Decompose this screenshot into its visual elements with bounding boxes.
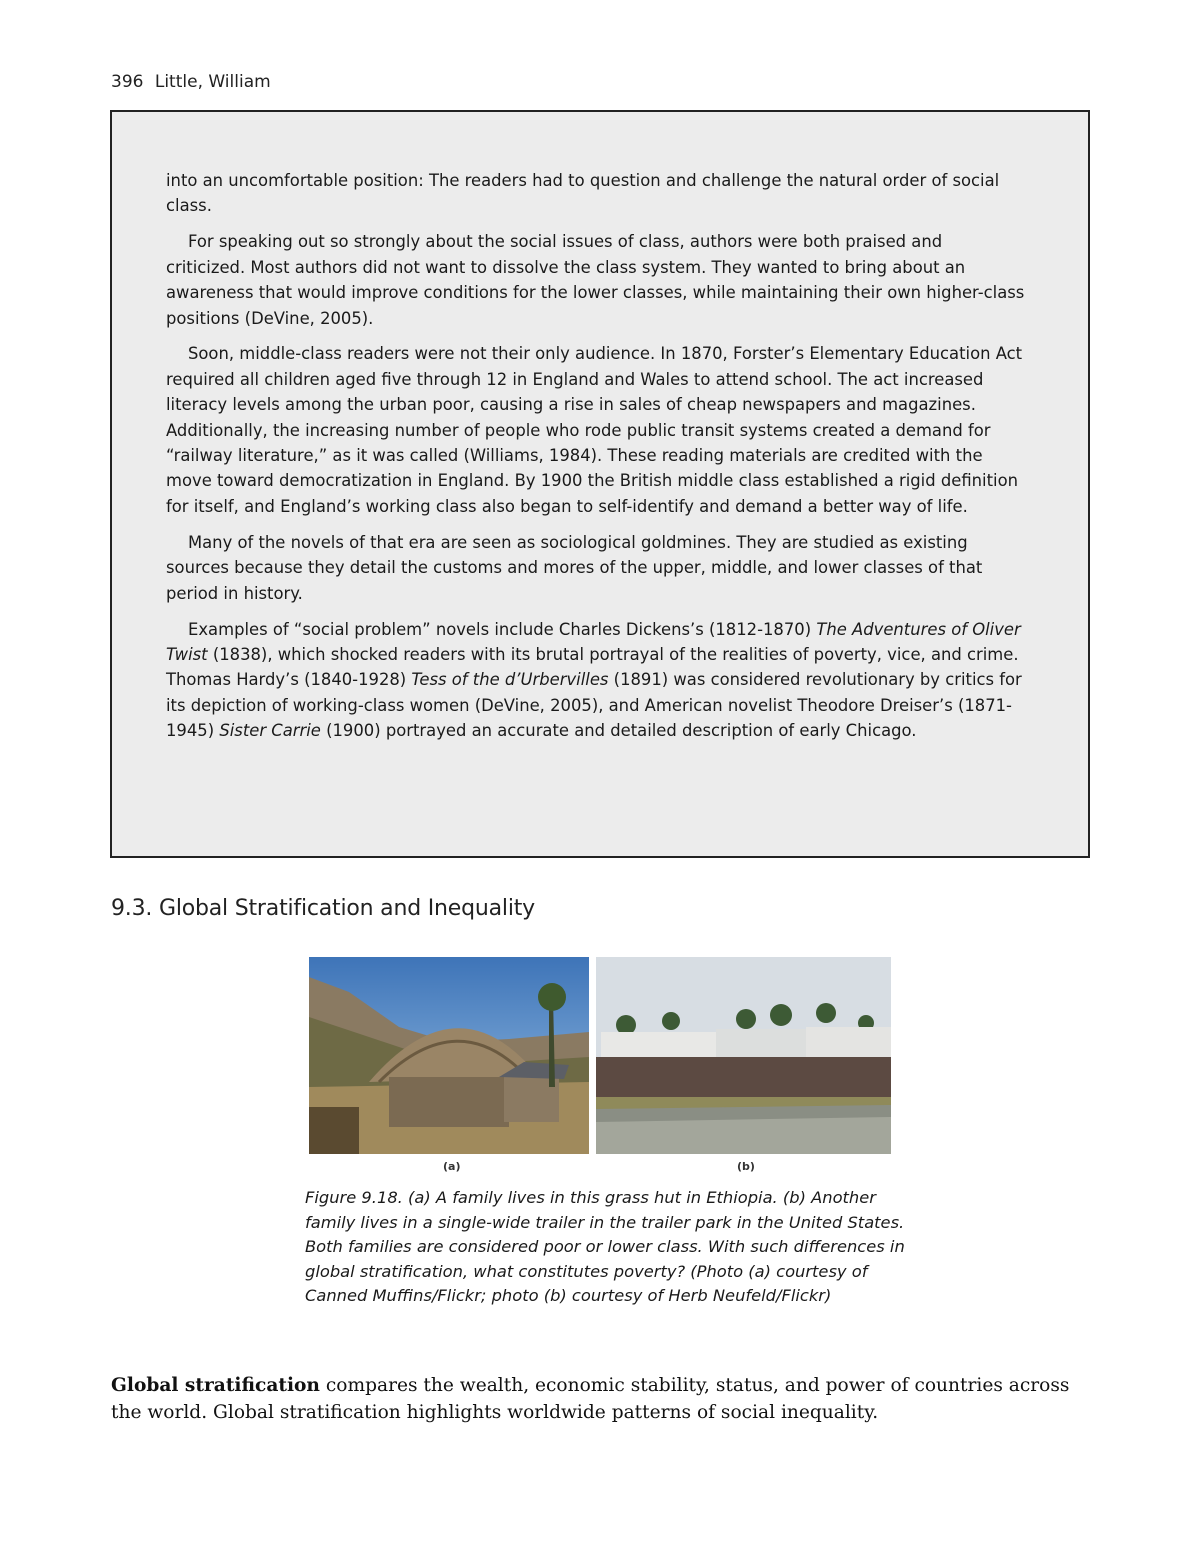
body-text: compares the wealth, economic stability, status, and power of countries across the world. Global stratification highlights worldwide patterns of social inequality. xyxy=(111,1375,1070,1423)
p5-text-1: Examples of “social problem” novels include Charles Dickens’s (1812-1870) xyxy=(188,619,817,639)
book-title-sister-carrie: Sister Carrie xyxy=(219,721,321,741)
textbox-panel xyxy=(110,110,1090,858)
photo-trailer-park xyxy=(596,957,891,1154)
figure-9-18 xyxy=(309,957,891,1177)
body-paragraph xyxy=(111,1372,1101,1426)
section-heading: 9.3. Global Stratification and Inequality xyxy=(111,896,535,921)
textbox-paragraph-2: For speaking out so strongly about the social issues of class, authors were both praised and criticized. Most authors did not want to dissolve the class system. They wanted to bring about an awareness that would improve conditions for the lower classes, while maintaining their own higher-class positions (DeVine, 2005). xyxy=(166,232,1025,328)
textbox-content xyxy=(166,168,1026,754)
figure-caption: Figure 9.18. (a) A family lives in this grass hut in Ethiopia. (b) Another family lives in a single-wide trailer in the trailer park in the United States. Both families are considered poor or lower class. With such differences in global stratification, what constitutes poverty? (Photo (a) courtesy of Canned Muffins/Flickr; photo (b) courtesy of Herb Neufeld/Flickr) xyxy=(305,1188,905,1306)
photo-label-a: (a) xyxy=(443,1160,461,1173)
photo-grass-hut xyxy=(309,957,589,1154)
page-header xyxy=(111,72,271,92)
photo-label-b: (b) xyxy=(737,1160,755,1173)
p5-text-2: (1838), which shocked readers with its brutal portrayal of the realities of poverty, vice, and crime. Thomas Hardy’s (1840-1928) xyxy=(166,644,1019,690)
textbox-paragraph-5 xyxy=(166,617,1026,744)
running-author: Little, William xyxy=(154,72,271,92)
textbox-paragraph-1: into an uncomfortable position: The readers had to question and challenge the natural order of social class. xyxy=(166,171,1000,216)
textbox-paragraph-3: Soon, middle-class readers were not their only audience. In 1870, Forster’s Elementary Education Act required all children aged five through 12 in England and Wales to attend school. The act increased literacy levels among the urban poor, causing a rise in sales of cheap newspapers and magazines. Additionally, the increasing number of people who rode public transit systems created a demand for “railway literature,” as it was called (Williams, 1984). These reading materials are credited with the move toward democratization in England. By 1900 the British middle class established a rigid definition for itself, and England’s working class also began to self-identify and demand a better way of life. xyxy=(166,344,1023,516)
key-term: Global stratification xyxy=(111,1375,320,1396)
p5-text-4: (1900) portrayed an accurate and detailed description of early Chicago. xyxy=(320,721,917,741)
book-title-tess: Tess of the d’Urbervilles xyxy=(411,670,609,690)
book-title-oliver-twist: The Adventures of Oliver Twist xyxy=(166,619,1021,664)
p5-text-3: (1891) was considered revolutionary by critics for its depiction of working-class women (DeVine, 2005), and American novelist Theodore Dreiser’s (1871-1945) xyxy=(166,670,1022,741)
page-number: 396 xyxy=(111,72,144,92)
textbox-paragraph-4: Many of the novels of that era are seen as sociological goldmines. They are studied as existing sources because they detail the customs and mores of the upper, middle, and lower classes of that period in history. xyxy=(166,532,983,603)
